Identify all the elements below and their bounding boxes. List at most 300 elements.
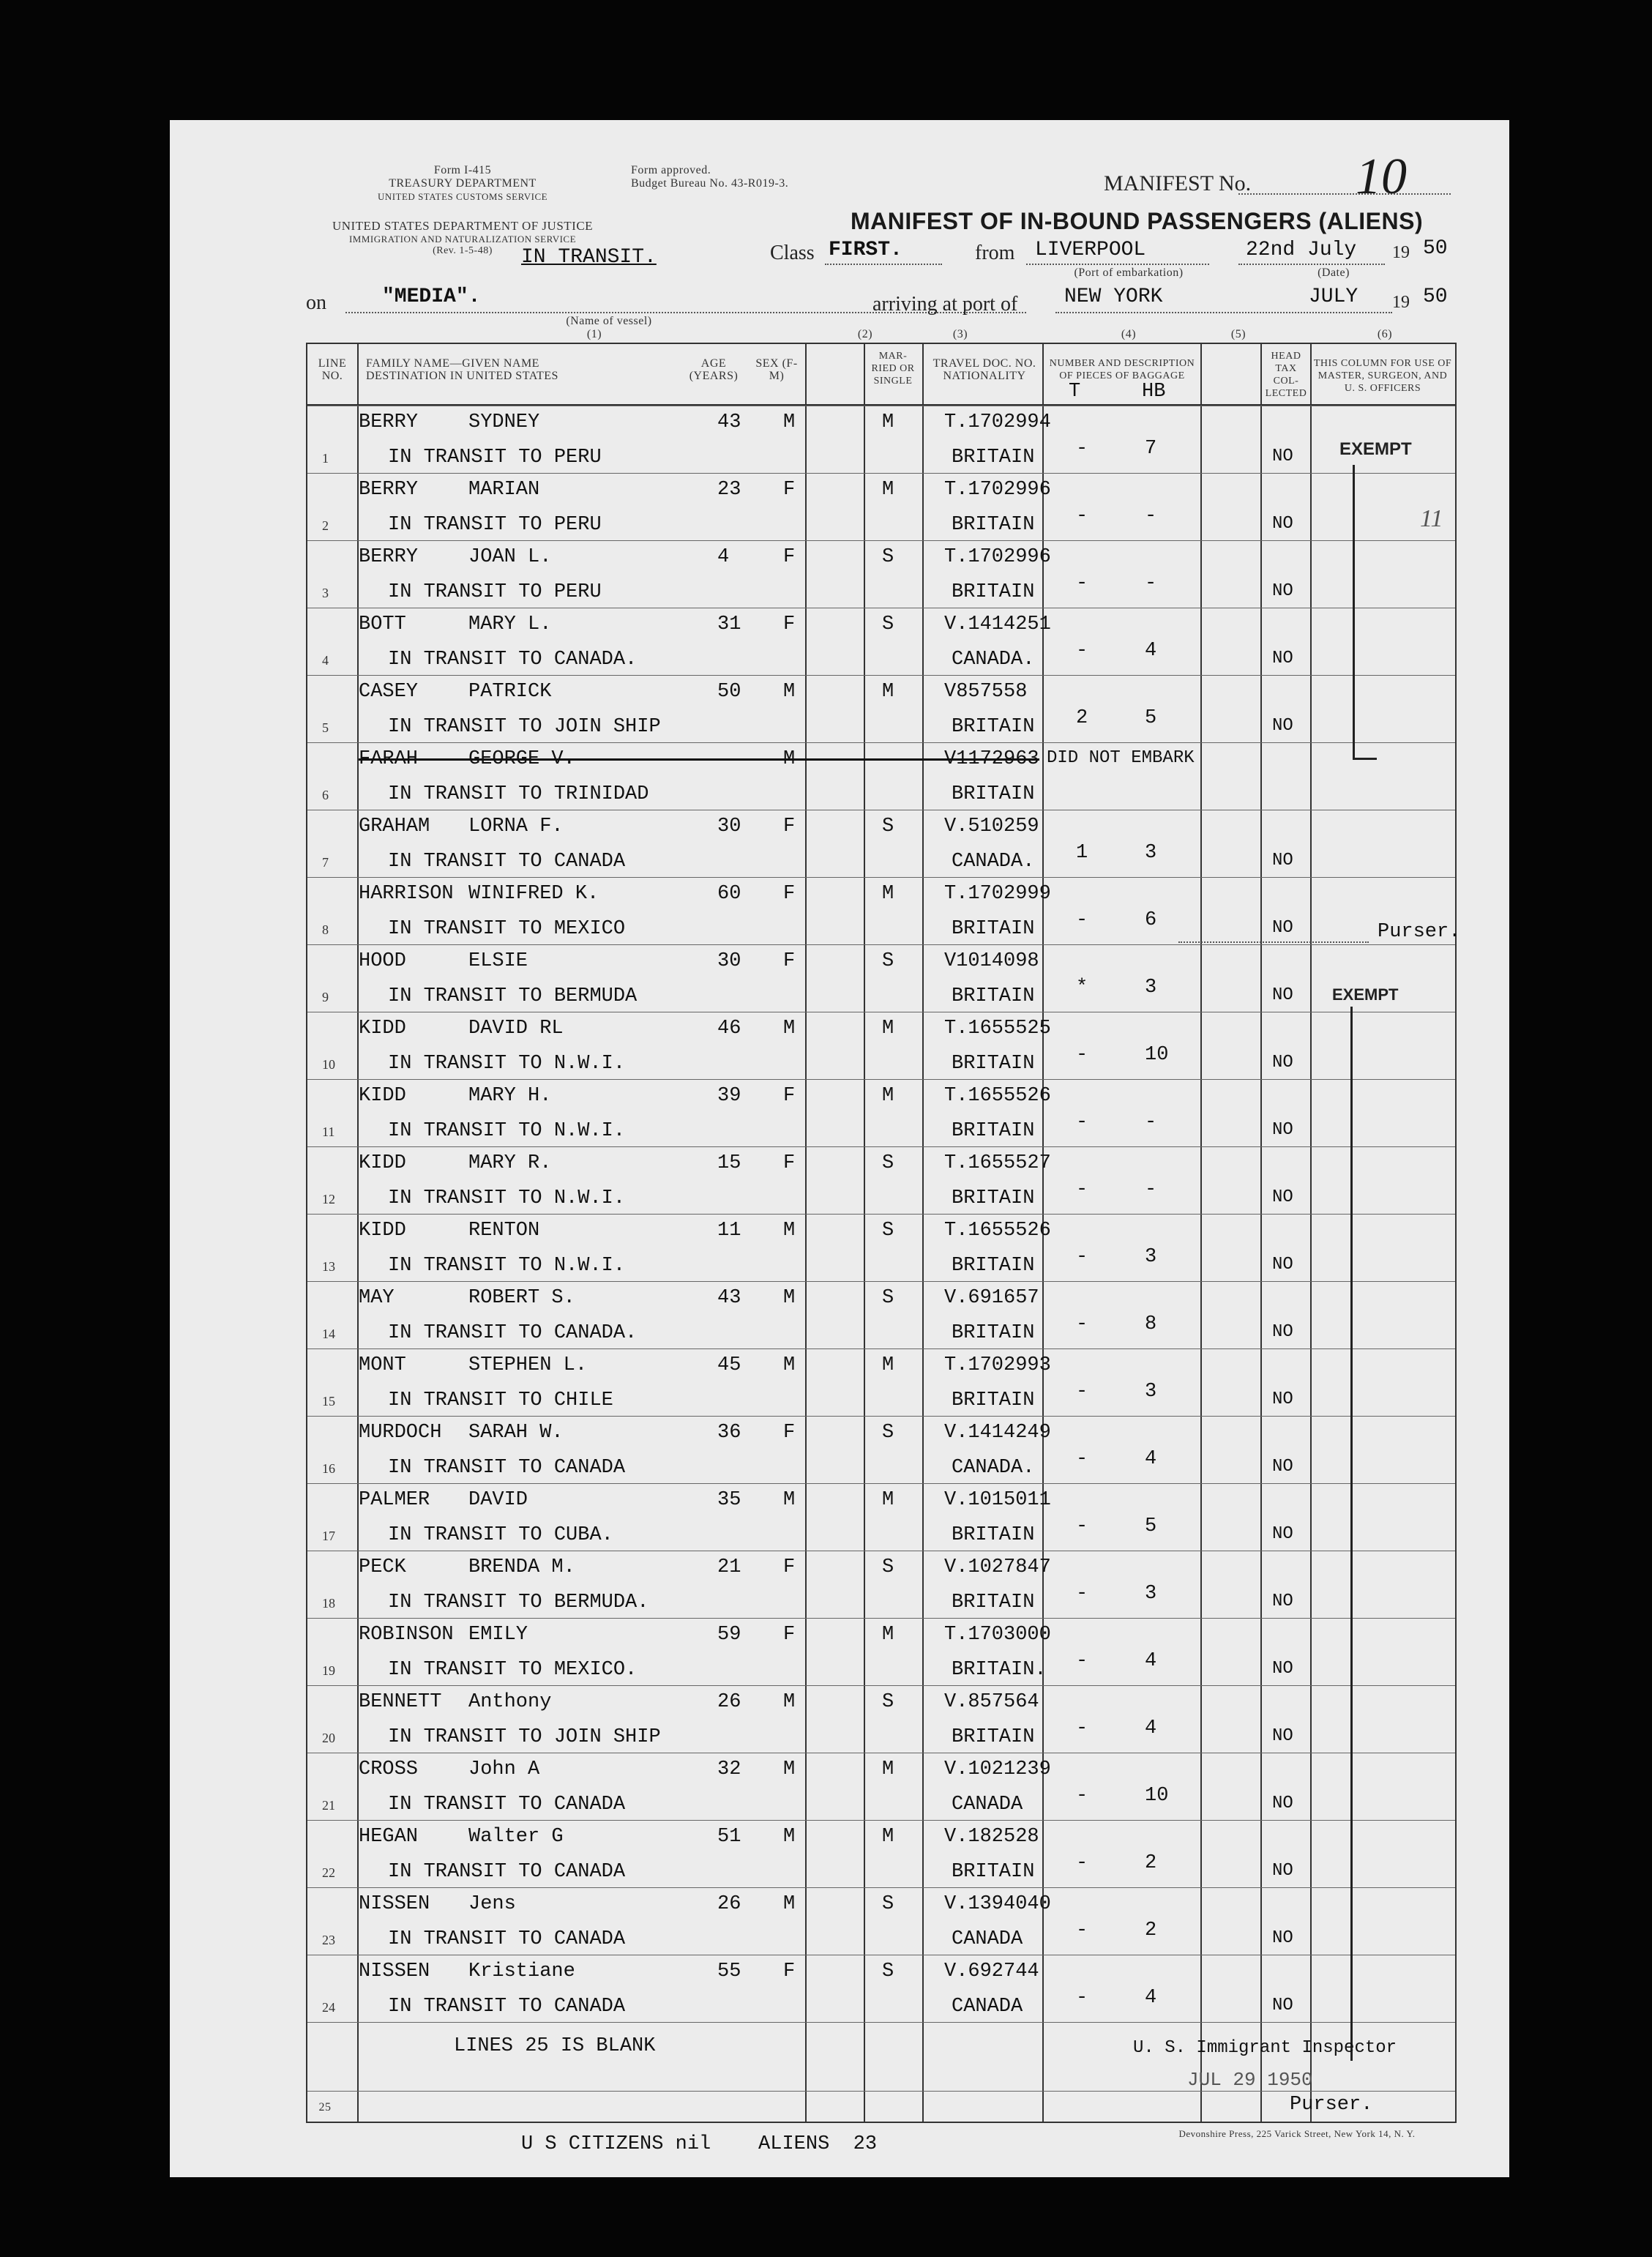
sex: F	[783, 1422, 796, 1444]
given-name: MARY L.	[468, 613, 552, 635]
year-prefix-1: 19	[1392, 243, 1410, 262]
from-line	[1026, 264, 1209, 265]
table-row	[307, 877, 1455, 944]
baggage-hb: 6	[1145, 909, 1157, 931]
age: 39	[717, 1085, 741, 1107]
travel-doc: V.1414249	[944, 1422, 1051, 1444]
header-bag-t: T	[1069, 381, 1081, 403]
age: 23	[717, 479, 741, 501]
line-number: 13	[322, 1259, 335, 1274]
header-line-no: LINE NO.	[318, 357, 347, 382]
surname: NISSEN	[359, 1893, 430, 1915]
travel-doc: T.1655525	[944, 1018, 1051, 1040]
baggage-t: -	[1076, 1313, 1088, 1335]
surname: ROBINSON	[359, 1624, 454, 1646]
row-divider	[307, 1079, 1455, 1080]
sex: M	[783, 748, 796, 770]
line-number: 22	[322, 1865, 335, 1880]
header-head-tax: HEAD TAX COL-LECTED	[1265, 351, 1307, 399]
baggage-t: -	[1076, 1044, 1088, 1066]
baggage-hb: -	[1145, 1179, 1157, 1201]
surname: HOOD	[359, 950, 406, 972]
ins-service: IMMIGRATION AND NATURALIZATION SERVICE	[348, 234, 577, 245]
age: 36	[717, 1422, 741, 1444]
head-tax: NO	[1272, 1187, 1293, 1207]
given-name: BRENDA M.	[468, 1556, 575, 1578]
head-tax: NO	[1272, 1996, 1293, 2015]
nationality: BRITAIN	[952, 581, 1035, 603]
destination: IN TRANSIT TO N.W.I.	[388, 1053, 626, 1075]
head-tax: NO	[1272, 918, 1293, 938]
nationality: CANADA.	[952, 649, 1035, 671]
travel-doc: T.1655527	[944, 1152, 1051, 1174]
nationality: BRITAIN	[952, 1726, 1035, 1748]
baggage-t: -	[1076, 1381, 1088, 1403]
travel-doc: T.1703000	[944, 1624, 1051, 1646]
table-row	[307, 742, 1455, 810]
head-tax: NO	[1272, 1726, 1293, 1746]
travel-doc: T.1655526	[944, 1220, 1051, 1242]
head-tax: NO	[1272, 1524, 1293, 1544]
surname: FARAH	[359, 748, 419, 770]
on-label: on	[306, 291, 326, 314]
manifest-title: MANIFEST OF IN-BOUND PASSENGERS (ALIENS)	[851, 208, 1424, 234]
nationality: BRITAIN	[952, 985, 1035, 1007]
destination: IN TRANSIT TO JOIN SHIP	[388, 716, 661, 738]
head-tax: NO	[1272, 1255, 1293, 1275]
sex: F	[783, 816, 796, 837]
class-value: FIRST.	[829, 239, 902, 261]
header-officers: THIS COLUMN FOR USE OF MASTER, SURGEON, AND U. S. OFFICERS	[1313, 358, 1452, 394]
row-divider	[307, 2022, 1455, 2023]
travel-doc: V.1027847	[944, 1556, 1051, 1578]
destination: IN TRANSIT TO MEXICO.	[388, 1659, 638, 1681]
baggage-t: -	[1076, 1785, 1088, 1807]
given-name: JOAN L.	[468, 546, 552, 568]
line-number: 21	[322, 1798, 335, 1813]
given-name: WINIFRED K.	[468, 883, 599, 905]
destination: IN TRANSIT TO CANADA.	[388, 649, 638, 671]
age: 30	[717, 950, 741, 972]
marital-status: M	[882, 1758, 894, 1780]
surname: HARRISON	[359, 883, 454, 905]
line-number: 19	[322, 1663, 335, 1678]
travel-doc: T.1702994	[944, 411, 1051, 433]
header-travel-doc: TRAVEL DOC. NO. NATIONALITY	[932, 357, 1036, 382]
class-label: Class	[770, 242, 815, 264]
nationality: BRITAIN	[952, 447, 1035, 469]
date-caption: (Date)	[1318, 266, 1350, 279]
given-name: STEPHEN L.	[468, 1354, 588, 1376]
sex: M	[783, 1893, 796, 1915]
baggage-hb: 2	[1145, 1852, 1157, 1874]
surname: GRAHAM	[359, 816, 430, 837]
surname: MONT	[359, 1354, 406, 1376]
surname: MURDOCH	[359, 1422, 442, 1444]
table-row	[307, 1416, 1455, 1483]
travel-doc: T.1655526	[944, 1085, 1051, 1107]
nationality: BRITAIN	[952, 1053, 1035, 1075]
justice-department: UNITED STATES DEPARTMENT OF JUSTICE	[332, 219, 594, 233]
destination: IN TRANSIT TO PERU	[388, 447, 602, 469]
baggage-t: -	[1076, 1583, 1088, 1605]
given-name: SYDNEY	[468, 411, 540, 433]
destination: IN TRANSIT TO CUBA.	[388, 1524, 613, 1546]
row-divider	[307, 1820, 1455, 1821]
table-row	[307, 1955, 1455, 2022]
line-number: 20	[322, 1731, 335, 1745]
head-tax: NO	[1272, 581, 1293, 601]
head-tax: NO	[1272, 1322, 1293, 1342]
table-row	[307, 675, 1455, 742]
baggage-hb: 8	[1145, 1313, 1157, 1335]
marital-status: S	[882, 1556, 894, 1578]
surname: NISSEN	[359, 1961, 430, 1982]
form-number: Form I-415	[433, 164, 492, 176]
nationality: CANADA	[952, 1794, 1023, 1816]
sex: M	[783, 1826, 796, 1848]
given-name: John A	[468, 1758, 540, 1780]
surname: CROSS	[359, 1758, 419, 1780]
baggage-hb: 4	[1145, 1448, 1157, 1470]
sex: M	[783, 1691, 796, 1713]
treasury-department: TREASURY DEPARTMENT	[389, 177, 537, 190]
inspector-stamp: U. S. Immigrant Inspector	[1133, 2038, 1397, 2058]
destination: IN TRANSIT TO PERU	[388, 581, 602, 603]
baggage-t: -	[1076, 1515, 1088, 1537]
age: 4	[717, 546, 730, 568]
travel-doc: V.182528	[944, 1826, 1039, 1848]
surname: KIDD	[359, 1152, 406, 1174]
line-number: 12	[322, 1192, 335, 1206]
line-number: 10	[322, 1057, 335, 1072]
surname: KIDD	[359, 1018, 406, 1040]
arrival-month: JULY	[1309, 286, 1358, 308]
age: 31	[717, 613, 741, 635]
head-tax: NO	[1272, 1659, 1293, 1679]
row-divider	[307, 1685, 1455, 1686]
surname: BOTT	[359, 613, 406, 635]
baggage-t: -	[1076, 1852, 1088, 1874]
from-label: from	[975, 242, 1015, 264]
table-row	[307, 1281, 1455, 1348]
given-name: Anthony	[468, 1691, 552, 1713]
row-divider	[307, 473, 1455, 474]
baggage-t: 1	[1076, 842, 1088, 864]
baggage-t: 2	[1076, 707, 1088, 729]
baggage-t: -	[1076, 1179, 1088, 1201]
destination: IN TRANSIT TO CANADA	[388, 1928, 626, 1950]
header-baggage: NUMBER AND DESCRIPTION OF PIECES OF BAGGAGE	[1049, 358, 1195, 381]
destination: IN TRANSIT TO CHILE	[388, 1389, 613, 1411]
col-num-3: (3)	[952, 328, 968, 340]
head-tax: NO	[1272, 1861, 1293, 1881]
nationality: CANADA.	[952, 851, 1035, 873]
travel-doc: V.510259	[944, 816, 1039, 837]
baggage-hb: 3	[1145, 1583, 1157, 1605]
year-2: 50	[1423, 286, 1448, 308]
budget-bureau: Budget Bureau No. 43-R019-3.	[631, 177, 789, 190]
surname: PALMER	[359, 1489, 430, 1511]
header-bag-hb: HB	[1142, 381, 1166, 403]
sex: F	[783, 1152, 796, 1174]
marital-status: M	[882, 883, 894, 905]
nationality: BRITAIN	[952, 1187, 1035, 1209]
given-name: PATRICK	[468, 681, 552, 703]
table-row	[307, 1079, 1455, 1146]
head-tax: NO	[1272, 716, 1293, 736]
nationality: BRITAIN	[952, 716, 1035, 738]
col-num-4: (4)	[1121, 328, 1137, 340]
destination: IN TRANSIT TO BERMUDA	[388, 985, 638, 1007]
row-divider	[307, 675, 1455, 676]
given-name: ELSIE	[468, 950, 528, 972]
baggage-t: -	[1076, 1987, 1088, 2009]
age: 55	[717, 1961, 741, 1982]
marital-status: M	[882, 1085, 894, 1107]
marital-status: S	[882, 1691, 894, 1713]
row-divider	[307, 1618, 1455, 1619]
travel-doc: V.1021239	[944, 1758, 1051, 1780]
arrival-port: NEW YORK	[1064, 286, 1163, 308]
customs-service: UNITED STATES CUSTOMS SERVICE	[377, 191, 548, 202]
baggage-t: -	[1076, 505, 1088, 527]
class-line	[825, 264, 942, 265]
baggage-t: -	[1076, 1448, 1088, 1470]
line-number: 3	[322, 586, 329, 600]
line-number: 7	[322, 855, 329, 870]
sex: M	[783, 1354, 796, 1376]
destination: IN TRANSIT TO MEXICO	[388, 918, 626, 940]
table-row	[307, 1146, 1455, 1214]
sex: F	[783, 1085, 796, 1107]
head-tax: NO	[1272, 1928, 1293, 1948]
col-num-5: (5)	[1230, 328, 1247, 340]
nationality: BRITAIN	[952, 1861, 1035, 1883]
header-age: AGE (YEARS)	[689, 357, 739, 382]
marital-status: S	[882, 1893, 894, 1915]
baggage-hb: 7	[1145, 438, 1157, 460]
baggage-t: -	[1076, 1111, 1088, 1133]
purser-line-1	[1178, 941, 1369, 943]
age: 59	[717, 1624, 741, 1646]
sex: M	[783, 681, 796, 703]
marital-status: M	[882, 1354, 894, 1376]
line-number: 2	[322, 518, 329, 533]
mark-11: 11	[1420, 505, 1443, 532]
given-name: ROBERT S.	[468, 1287, 575, 1309]
marital-status: S	[882, 1287, 894, 1309]
baggage-hb: 4	[1145, 1717, 1157, 1739]
revision: (Rev. 1-5-48)	[433, 245, 493, 256]
given-name: MARY H.	[468, 1085, 552, 1107]
strike-through	[359, 758, 1039, 761]
age: 51	[717, 1826, 741, 1848]
age: 43	[717, 411, 741, 433]
head-tax: NO	[1272, 851, 1293, 870]
age: 26	[717, 1893, 741, 1915]
exempt-bracket-1	[1353, 465, 1377, 760]
arrival-port-line	[1055, 312, 1392, 313]
table-row	[307, 810, 1455, 877]
nationality: BRITAIN	[952, 918, 1035, 940]
passenger-table	[306, 343, 1461, 2123]
line-number: 4	[322, 653, 329, 668]
marital-status: M	[882, 1624, 894, 1646]
age: 21	[717, 1556, 741, 1578]
marital-status: M	[882, 479, 894, 501]
travel-doc: T.1702996	[944, 546, 1051, 568]
manifest-sheet	[170, 120, 1509, 2177]
baggage-hb: 3	[1145, 1381, 1157, 1403]
line-number: 5	[322, 720, 329, 735]
arriving-label: arriving at port of	[872, 293, 1018, 316]
baggage-t: *	[1076, 977, 1088, 999]
age: 50	[717, 681, 741, 703]
table-row	[307, 608, 1455, 675]
marital-status: S	[882, 1961, 894, 1982]
printer-credit: Devonshire Press, 225 Varick Street, New York 14, N. Y.	[1178, 2128, 1416, 2139]
table-row	[307, 1820, 1455, 1887]
given-name: DAVID RL	[468, 1018, 564, 1040]
baggage-t: -	[1076, 1717, 1088, 1739]
nationality: CANADA.	[952, 1457, 1035, 1479]
baggage-hb: -	[1145, 1111, 1157, 1133]
head-tax: NO	[1272, 514, 1293, 534]
baggage-hb: 3	[1145, 1246, 1157, 1268]
baggage-t: -	[1076, 640, 1088, 662]
age: 35	[717, 1489, 741, 1511]
nationality: CANADA	[952, 1996, 1023, 2018]
exempt-note-2: EXEMPT	[1332, 985, 1399, 1004]
table-row	[307, 473, 1455, 540]
row-divider	[307, 1483, 1455, 1484]
port-embark-caption: (Port of embarkation)	[1074, 266, 1184, 279]
head-tax: NO	[1272, 1389, 1293, 1409]
head-tax: NO	[1272, 649, 1293, 668]
age: 46	[717, 1018, 741, 1040]
nationality: BRITAIN	[952, 1389, 1035, 1411]
line-number: 11	[322, 1124, 335, 1139]
baggage-hb: 5	[1145, 707, 1157, 729]
nationality: BRITAIN	[952, 1255, 1035, 1277]
surname: BERRY	[359, 479, 419, 501]
age: 11	[717, 1220, 741, 1242]
given-name: Walter G	[468, 1826, 564, 1848]
head-tax: NO	[1272, 447, 1293, 466]
destination: IN TRANSIT TO CANADA	[388, 1457, 626, 1479]
line-25: 25	[318, 2101, 332, 2114]
nationality: CANADA	[952, 1928, 1023, 1950]
surname: BERRY	[359, 411, 419, 433]
line-number: 18	[322, 1596, 335, 1611]
marital-status: S	[882, 613, 894, 635]
baggage-hb: 4	[1145, 1987, 1157, 2009]
sex: M	[783, 1018, 796, 1040]
given-name: LORNA F.	[468, 816, 564, 837]
baggage-hb: 2	[1145, 1920, 1157, 1941]
marital-status: M	[882, 1018, 894, 1040]
surname: BERRY	[359, 546, 419, 568]
baggage-hb: -	[1145, 572, 1157, 594]
table-row	[307, 1887, 1455, 1955]
stamp-date: JUL 29 1950	[1187, 2069, 1313, 2091]
given-name: MARIAN	[468, 479, 540, 501]
age: 30	[717, 816, 741, 837]
baggage-t: DID NOT EMBARK	[1047, 748, 1195, 768]
nationality: BRITAIN	[952, 1524, 1035, 1546]
header-sex: SEX (F-M)	[755, 357, 798, 382]
destination: IN TRANSIT TO N.W.I.	[388, 1187, 626, 1209]
travel-doc: V.1414251	[944, 613, 1051, 635]
in-transit-label: IN TRANSIT.	[521, 246, 657, 269]
baggage-hb: -	[1145, 505, 1157, 527]
sex: M	[783, 1287, 796, 1309]
baggage-hb: 3	[1145, 977, 1157, 999]
age: 26	[717, 1691, 741, 1713]
line-number: 9	[322, 990, 329, 1004]
baggage-hb: 4	[1145, 640, 1157, 662]
marital-status: M	[882, 1826, 894, 1848]
travel-doc: T.1702999	[944, 883, 1051, 905]
age: 60	[717, 883, 741, 905]
sex: M	[783, 1220, 796, 1242]
table-row	[307, 1214, 1455, 1281]
head-tax: NO	[1272, 1457, 1293, 1477]
age: 43	[717, 1287, 741, 1309]
sex: F	[783, 883, 796, 905]
nationality: BRITAIN	[952, 1120, 1035, 1142]
destination: IN TRANSIT TO PERU	[388, 514, 602, 536]
given-name: GEORGE V.	[468, 748, 575, 770]
head-tax: NO	[1272, 1794, 1293, 1813]
baggage-t: -	[1076, 572, 1088, 594]
travel-doc: T.1702993	[944, 1354, 1051, 1376]
given-name: Kristiane	[468, 1961, 575, 1982]
marital-status: S	[882, 1422, 894, 1444]
surname: MAY	[359, 1287, 395, 1309]
destination: IN TRANSIT TO TRINIDAD	[388, 783, 649, 805]
surname: HEGAN	[359, 1826, 419, 1848]
marital-status: S	[882, 1220, 894, 1242]
vessel-name: "MEDIA".	[382, 286, 481, 308]
table-row	[307, 1012, 1455, 1079]
header-married: MAR-RIED OR SINGLE	[871, 351, 915, 387]
travel-doc: V1014098	[944, 950, 1039, 972]
table-row	[307, 1483, 1455, 1551]
line-number: 6	[322, 788, 329, 802]
nationality: BRITAIN	[952, 1592, 1035, 1614]
row-divider	[307, 1887, 1455, 1888]
table-row	[307, 944, 1455, 1012]
marital-status: M	[882, 1489, 894, 1511]
line-number: 8	[322, 922, 329, 937]
table-row	[307, 1753, 1455, 1820]
baggage-hb: 5	[1145, 1515, 1157, 1537]
row-divider	[307, 1416, 1455, 1417]
line-number: 16	[322, 1461, 335, 1476]
table-row	[307, 406, 1455, 473]
destination: IN TRANSIT TO CANADA	[388, 1996, 626, 2018]
row-divider	[307, 1214, 1455, 1215]
surname: KIDD	[359, 1085, 406, 1107]
sex: F	[783, 613, 796, 635]
travel-doc: V.857564	[944, 1691, 1039, 1713]
destination: IN TRANSIT TO N.W.I.	[388, 1255, 626, 1277]
form-approved: Form approved.	[631, 164, 711, 176]
header-name: FAMILY NAME—GIVEN NAME DESTINATION IN UNITED STATES	[366, 357, 558, 382]
marital-status: S	[882, 816, 894, 837]
